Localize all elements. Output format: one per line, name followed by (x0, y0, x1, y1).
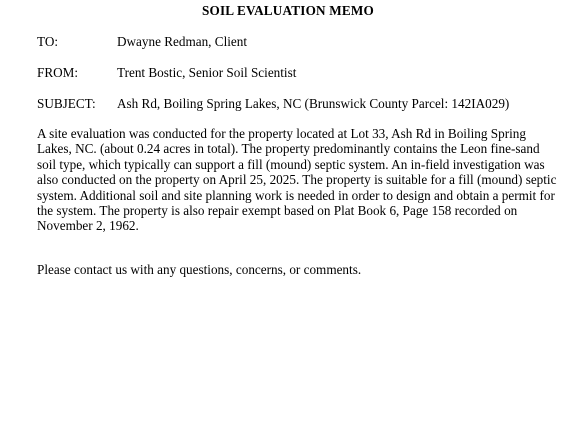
closing-line: Please contact us with any questions, concerns, or comments. (37, 262, 362, 277)
body-paragraph: A site evaluation was conducted for the property located at Lot 33, Ash Rd in Boiling Spring Lakes, NC. (about 0.24 acres in total). The property predominantly contains the Leon fine-sand soil type, which typically can support a fill (mound) septic system. An in-field investigation was also conducted on the property on April 25, 2025. The property is suitable for a fill (mound) septic system. Additional soil and site planning work is needed in order to design and obtain a permit for the system. The property is also repair exempt based on Plat Book 6, Page 158 recorded on November 2, 1962. (37, 126, 557, 234)
from-row (37, 65, 296, 81)
to-row (37, 34, 247, 50)
to-label: TO: (37, 34, 59, 49)
subject-row (37, 96, 509, 112)
memo-title: SOIL EVALUATION MEMO (201, 3, 375, 18)
from-value: Trent Bostic, Senior Soil Scientist (117, 65, 297, 80)
subject-label: SUBJECT: (37, 96, 96, 111)
subject-value: Ash Rd, Boiling Spring Lakes, NC (Brunswick County Parcel: 142IA029) (117, 96, 510, 111)
from-label: FROM: (37, 65, 79, 80)
to-value: Dwayne Redman, Client (117, 34, 248, 49)
